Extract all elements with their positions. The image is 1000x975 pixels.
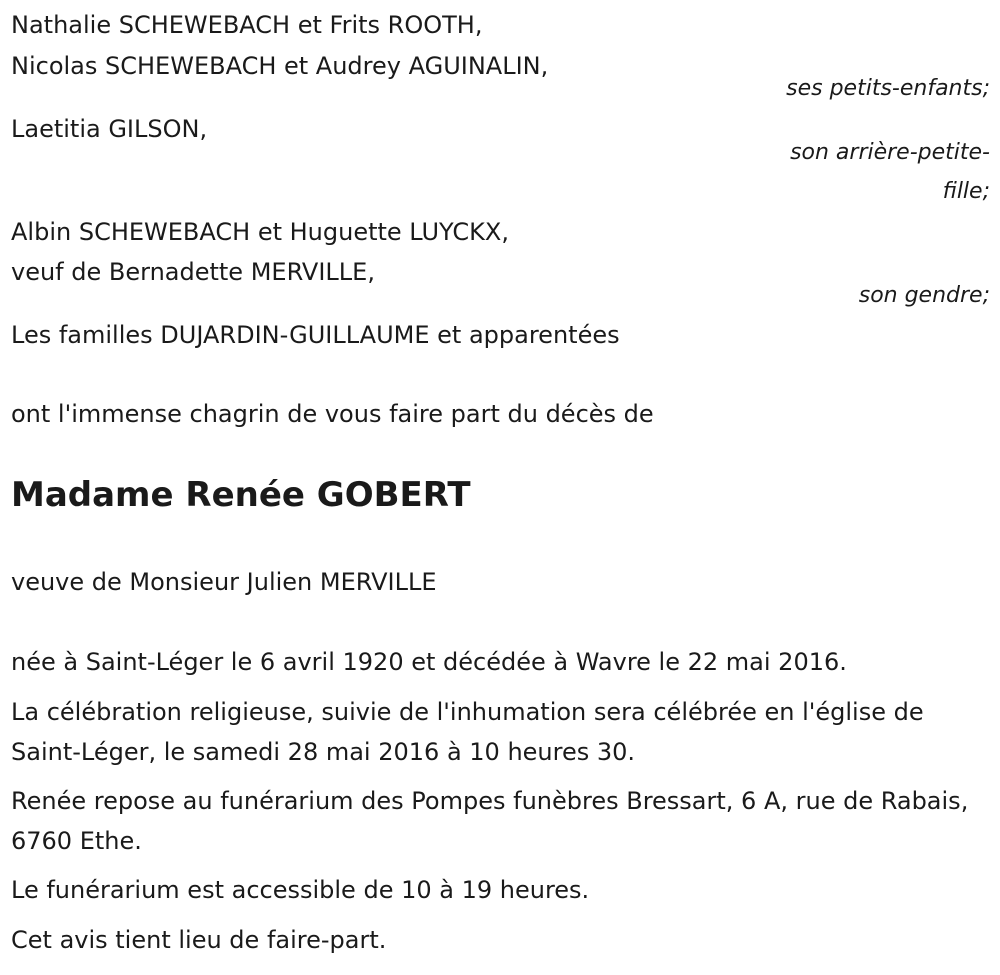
- birth-death-text: née à Saint-Léger le 6 avril 1920 et décédée à Wavre le 22 mai 2016.: [11, 648, 847, 676]
- family-line-son-in-law-2: veuf de Bernadette MERVILLE,: [11, 258, 375, 286]
- family-line-families: Les familles DUJARDIN-GUILLAUME et apparentées: [11, 321, 620, 349]
- deceased-name: Madame Renée GOBERT: [11, 475, 471, 515]
- repose-text: Renée repose au funérarium des Pompes funèbres Bressart, 6 A, rue de Rabais, 6760 Ethe.: [11, 787, 969, 855]
- family-line-great-grandchild: Laetitia GILSON,: [11, 115, 208, 143]
- role-grandchildren: ses petits-enfants;: [786, 76, 990, 101]
- announcement-text: ont l'immense chagrin de vous faire part du décès de: [11, 400, 654, 428]
- family-line-grandchild-2: Nicolas SCHEWEBACH et Audrey AGUINALIN,: [11, 52, 549, 80]
- role-great-grandchild-2: fille;: [942, 179, 990, 204]
- role-son-in-law: son gendre;: [858, 283, 990, 308]
- family-line-grandchild-1: Nathalie SCHEWEBACH et Frits ROOTH,: [11, 11, 483, 39]
- role-great-grandchild-1: son arrière-petite-: [790, 140, 990, 165]
- ceremony-text: La célébration religieuse, suivie de l'inhumation sera célébrée en l'église de Saint-Léger, le samedi 28 mai 2016 à 10 heures 30.: [11, 698, 924, 766]
- notice-text: Cet avis tient lieu de faire-part.: [11, 926, 387, 954]
- widow-of-text: veuve de Monsieur Julien MERVILLE: [11, 568, 437, 596]
- funerarium-hours-text: Le funérarium est accessible de 10 à 19 heures.: [11, 876, 590, 904]
- family-line-son-in-law-1: Albin SCHEWEBACH et Huguette LUYCKX,: [11, 218, 509, 246]
